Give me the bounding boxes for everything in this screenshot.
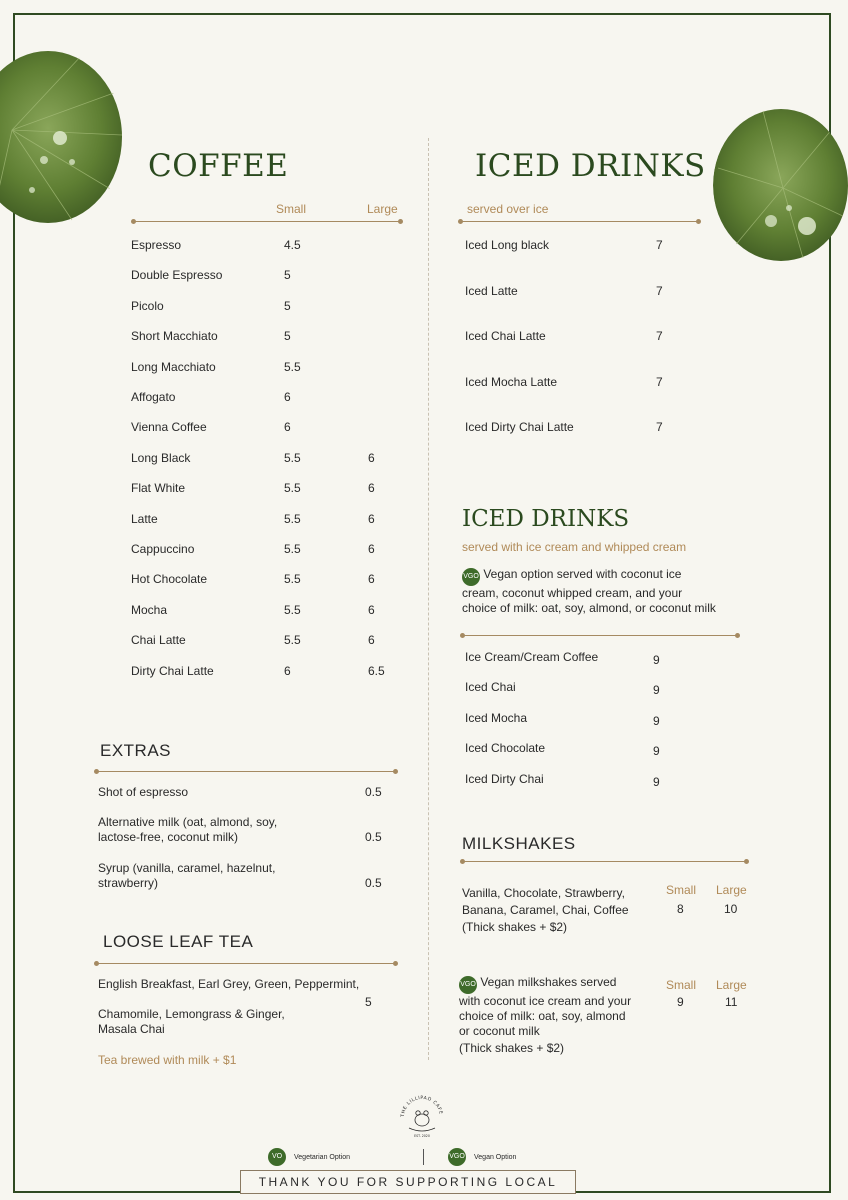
legend-vegetarian	[268, 1148, 350, 1166]
menu-item-name: Vienna Coffee	[131, 420, 207, 435]
menu-item-price-large: 6.5	[368, 663, 385, 678]
tea-title: LOOSE LEAF TEA	[103, 932, 254, 951]
iced-drinks-cream-title: ICED DRINKS	[462, 506, 630, 532]
iced-drinks-rule	[460, 221, 699, 222]
milkshakes-col-small: Small	[666, 883, 697, 897]
menu-item-name: Long Macchiato	[131, 359, 216, 374]
menu-item-price-small: 5	[284, 329, 291, 344]
coffee-col-large: Large	[367, 202, 398, 216]
menu-item-price-large: 6	[368, 450, 375, 465]
vegetarian-option-badge: VO	[268, 1148, 286, 1166]
menu-item-name: Long Black	[131, 450, 191, 465]
iced-drinks-vegan-text: Vegan option served with coconut ice cream, coconut whipped cream, and your choice of milk: oat, soy, almond, or coconut milk	[462, 567, 716, 615]
menu-item-price-large: 6	[368, 633, 375, 648]
vegan-option-badge: VGO	[448, 1148, 466, 1166]
tea-line-1: English Breakfast, Earl Grey, Green, Peppermint,	[98, 977, 360, 991]
menu-item-name: Double Espresso	[131, 268, 223, 283]
iced-drinks-cream-rule	[462, 635, 738, 636]
menu-item-name: Short Macchiato	[131, 329, 218, 344]
menu-item-name: Iced Mocha	[465, 710, 528, 725]
menu-item-price-small: 5.5	[284, 481, 301, 496]
cafe-logo	[397, 1090, 447, 1140]
vegetarian-option-label: Vegetarian Option	[294, 1153, 351, 1161]
menu-item-name: Affogato	[131, 390, 176, 404]
menu-item-price-small: 5.5	[284, 511, 301, 526]
menu-item-price: 9	[653, 713, 660, 728]
vegan-milkshakes-col-small: Small	[666, 978, 697, 992]
coffee-rule	[133, 221, 401, 222]
menu-item-price-small: 6	[284, 390, 291, 404]
menu-item-name: Hot Chocolate	[131, 572, 208, 587]
menu-item-name: Chai Latte	[131, 633, 186, 648]
menu-item-price-large: 6	[368, 602, 375, 617]
menu-item-price: 9	[653, 683, 660, 698]
iced-drinks-subtitle: served over ice	[467, 202, 549, 216]
menu-item-price: 7	[656, 420, 663, 435]
milkshakes-col-large: Large	[716, 883, 747, 897]
vegan-milkshakes-large-price: 11	[725, 995, 738, 1009]
menu-item-price-small: 5.5	[284, 450, 301, 465]
menu-item-name: Latte	[131, 511, 158, 526]
menu-item-price-large: 6	[368, 511, 375, 526]
menu-item-name: Iced Dirty Chai	[465, 771, 544, 786]
vegan-option-badge: VGO	[459, 976, 477, 994]
menu-item-name: Iced Latte	[465, 283, 518, 298]
menu-item-price: 9	[653, 774, 660, 789]
coffee-col-small: Small	[276, 202, 307, 216]
menu-item-price-small: 5.5	[284, 633, 301, 648]
extras-item-name: Alternative milk (oat, almond, soy, lactose-free, coconut milk)	[98, 815, 278, 844]
extras-rule	[96, 771, 396, 772]
menu-item-name: Iced Dirty Chai Latte	[465, 420, 574, 435]
menu-item-price-small: 5.5	[284, 542, 301, 556]
menu-item-price: 9	[653, 653, 660, 667]
milkshakes-large-price: 10	[724, 902, 738, 916]
vegan-milkshakes-col-large: Large	[716, 978, 747, 992]
menu-item-price: 7	[656, 238, 663, 252]
menu-item-price: 7	[656, 329, 663, 344]
footer-thank-you: THANK YOU FOR SUPPORTING LOCAL	[240, 1170, 576, 1194]
menu-item-name: Iced Mocha Latte	[465, 374, 558, 389]
menu-item-price-small: 5	[284, 298, 291, 313]
extras-title: EXTRAS	[100, 741, 172, 760]
menu-item-name: Iced Chocolate	[465, 741, 546, 756]
menu-item-name: Cappuccino	[131, 542, 195, 556]
menu-item-price-small: 6	[284, 420, 291, 435]
extras-item-price: 0.5	[365, 830, 382, 844]
extras-item-name: Syrup (vanilla, caramel, hazelnut, strawberry)	[98, 861, 276, 890]
vegan-option-badge: VGO	[462, 568, 480, 586]
svg-text:THE LILLIPAD CAFE	[400, 1095, 444, 1118]
menu-item-name: Flat White	[131, 481, 186, 496]
vegan-option-label: Vegan Option	[474, 1153, 517, 1161]
tea-rule	[96, 963, 396, 964]
vegan-milkshakes-description: Vegan milkshakes served with coconut ice cream and your choice of milk: oat, soy, almond or coconut milk	[459, 975, 632, 1038]
menu-item-price-large: 6	[368, 542, 375, 556]
tea-price: 5	[365, 995, 372, 1009]
vegan-milkshakes-small-price: 9	[677, 995, 684, 1009]
menu-item-name: Iced Chai Latte	[465, 329, 546, 344]
tea-line-2: Chamomile, Lemongrass & Ginger, Masala Chai	[98, 1007, 285, 1036]
milkshakes-small-price: 8	[677, 902, 684, 916]
coffee-title: COFFEE	[148, 148, 289, 184]
extras-item-name: Shot of espresso	[98, 785, 189, 799]
extras-item-price: 0.5	[365, 876, 382, 890]
menu-item-price-small: 5.5	[284, 602, 301, 617]
menu-item-name: Mocha	[131, 602, 168, 617]
menu-item-price-small: 5.5	[284, 572, 301, 587]
menu-item-name: Ice Cream/Cream Coffee	[465, 650, 599, 664]
vegan-milkshakes-thick: (Thick shakes + $2)	[459, 1041, 565, 1055]
logo-arc-text: THE LILLIPAD CAFE	[400, 1095, 443, 1118]
tea-note: Tea brewed with milk + $1	[98, 1053, 237, 1067]
column-divider	[428, 138, 429, 1060]
menu-item-price: 9	[653, 744, 660, 759]
iced-drinks-title: ICED DRINKS	[475, 148, 706, 184]
menu-item-name: Picolo	[131, 298, 164, 313]
menu-item-price-small: 5.5	[284, 359, 301, 374]
extras-item-price: 0.5	[365, 785, 382, 799]
menu-item-price: 7	[656, 374, 663, 389]
menu-item-price-small: 5	[284, 268, 291, 283]
milkshakes-title: MILKSHAKES	[462, 834, 576, 853]
menu-item-name: Iced Long black	[465, 238, 550, 252]
milkshakes-thick: (Thick shakes + $2)	[462, 920, 568, 934]
iced-drinks-cream-subtitle: served with ice cream and whipped cream	[462, 540, 687, 554]
menu-item-name: Iced Chai	[465, 680, 516, 695]
lily-pad-right-image	[713, 108, 848, 263]
legend-divider	[423, 1149, 424, 1165]
iced-drinks-vegan-note	[462, 567, 717, 616]
logo-est: EST. 2020	[414, 1134, 430, 1138]
vegan-milkshakes-text	[459, 975, 634, 1039]
menu-item-price-small: 4.5	[284, 238, 301, 252]
menu-item-name: Espresso	[131, 238, 182, 252]
menu-item-price-large: 6	[368, 481, 375, 496]
menu-item-price-large: 6	[368, 572, 375, 587]
menu-item-price: 7	[656, 283, 663, 298]
milkshakes-rule	[462, 861, 747, 862]
legend-vegan	[448, 1148, 516, 1166]
menu-item-name: Dirty Chai Latte	[131, 663, 214, 678]
milkshakes-flavours: Vanilla, Chocolate, Strawberry, Banana, Caramel, Chai, Coffee	[462, 886, 629, 917]
menu-item-price-small: 6	[284, 663, 291, 678]
